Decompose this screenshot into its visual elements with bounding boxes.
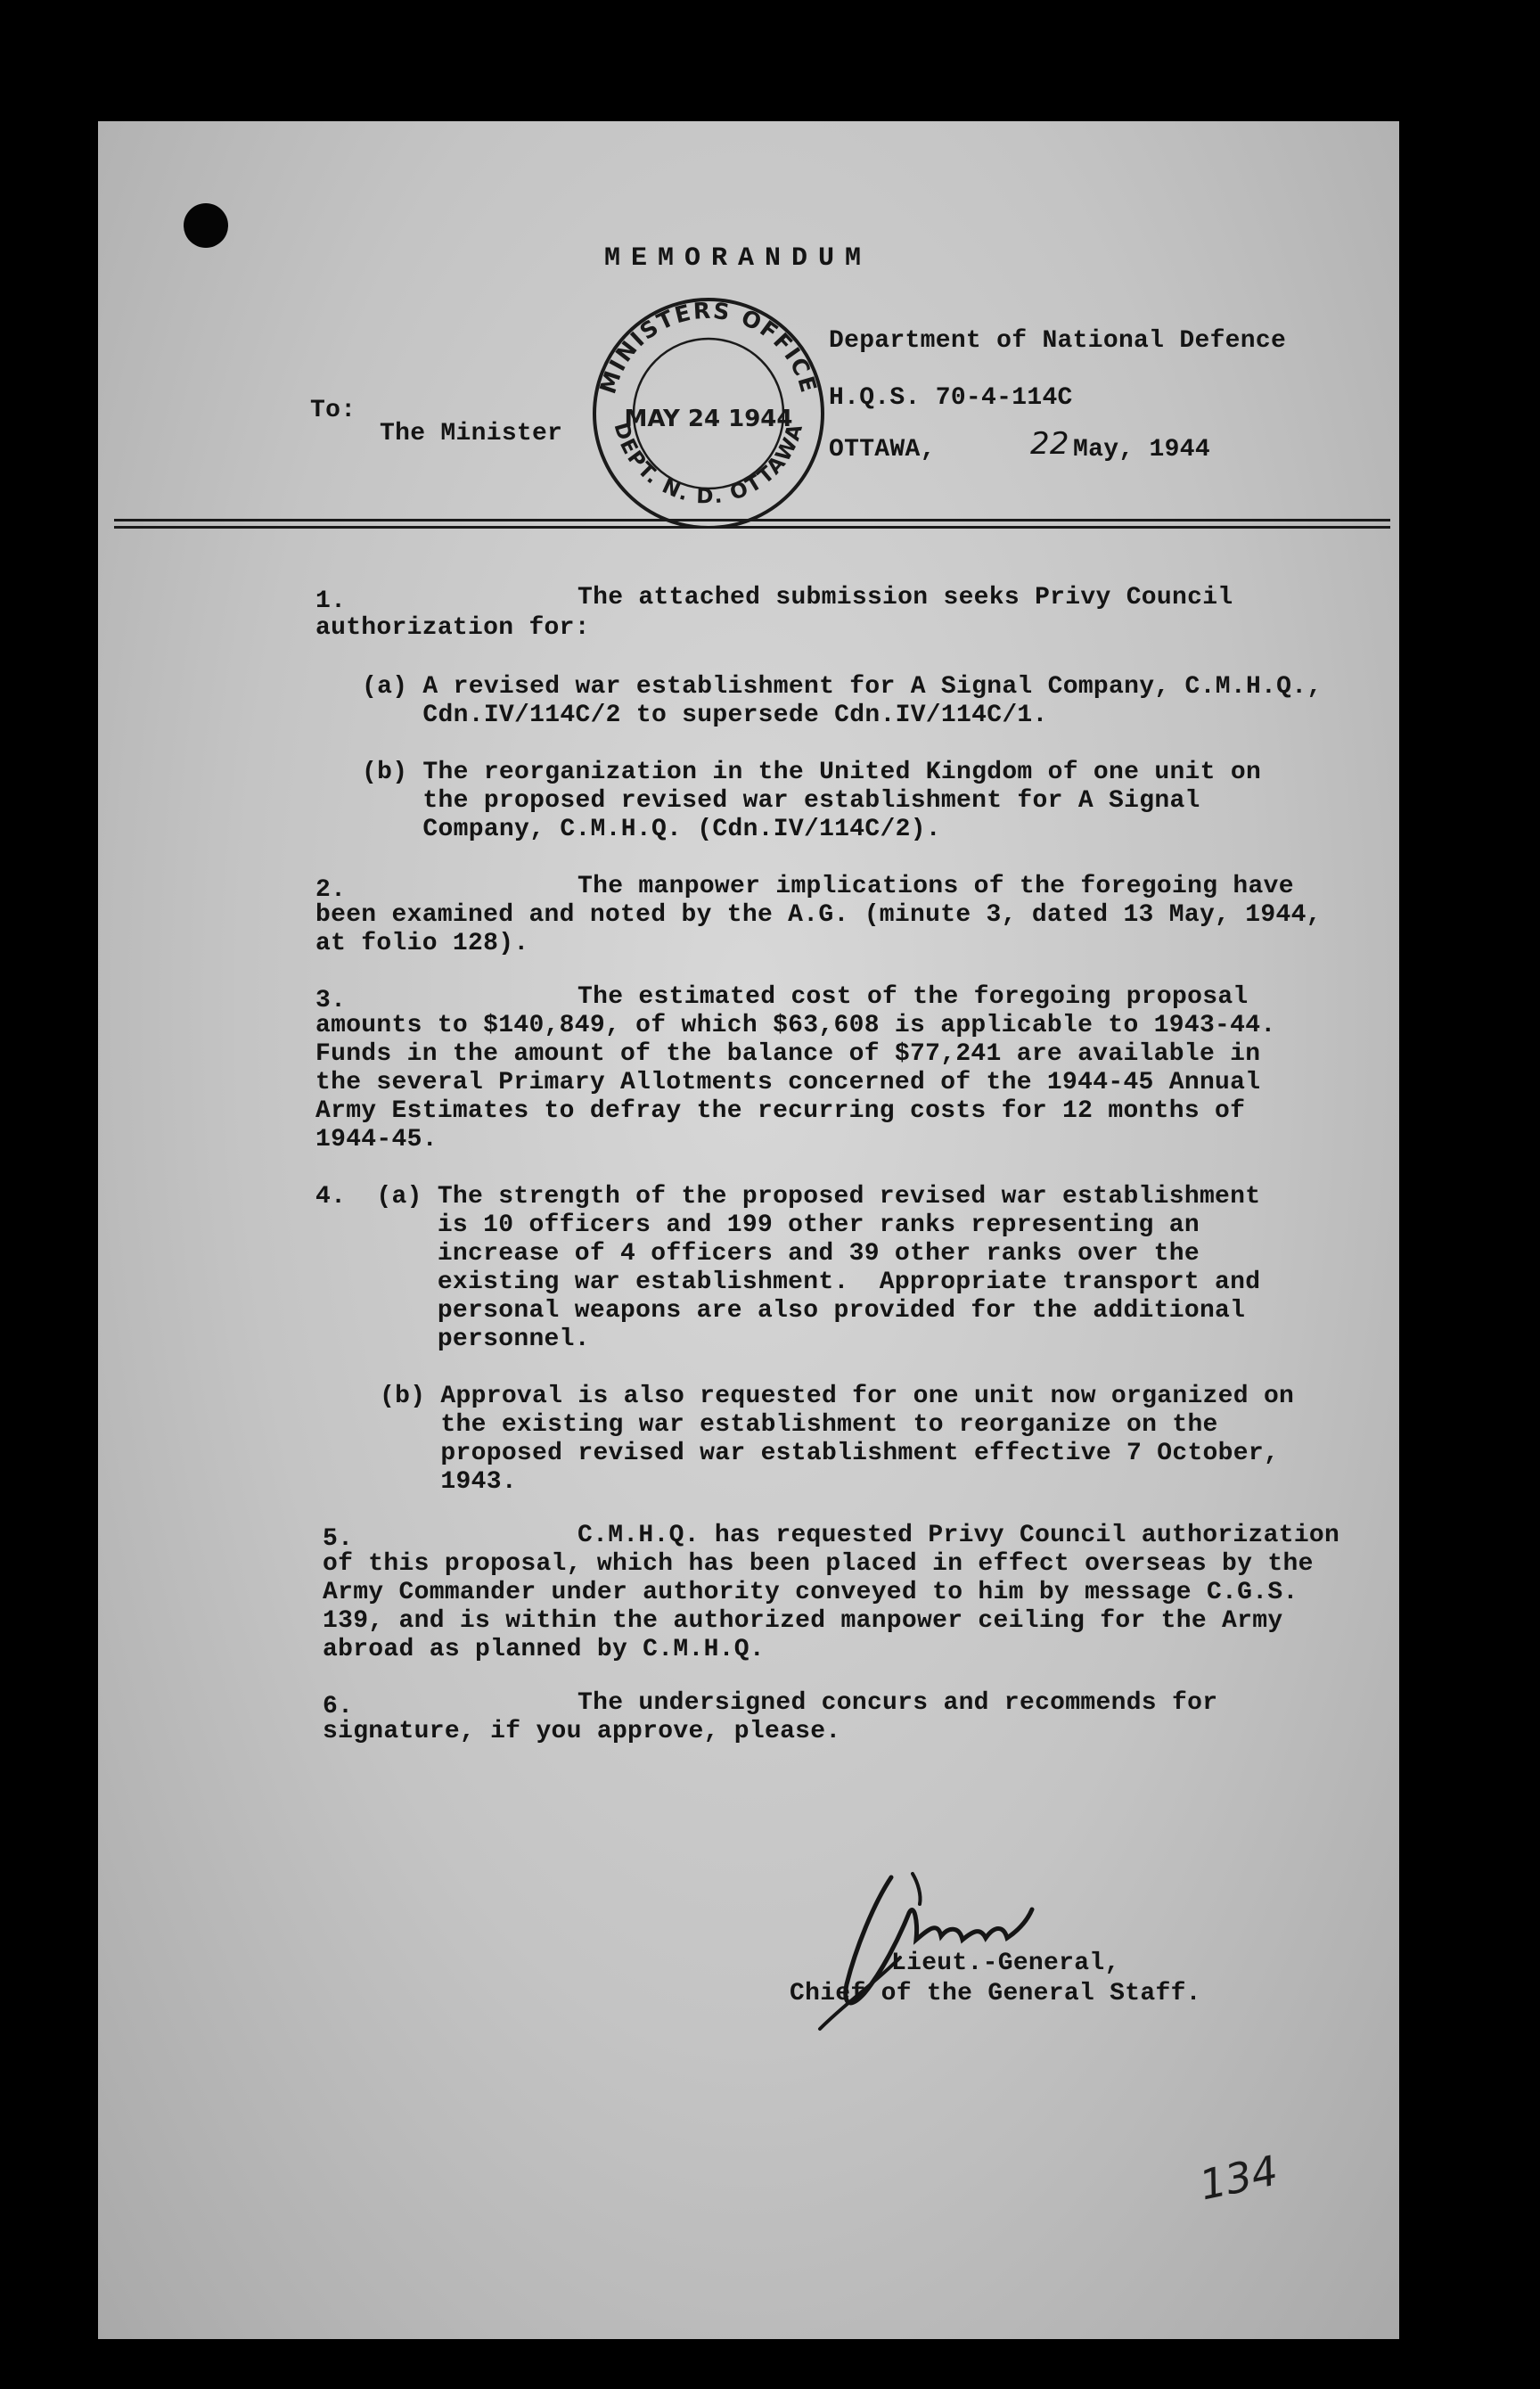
- stamp-date: MAY 24 1944: [624, 406, 793, 432]
- p2-line2: been examined and noted by the A.G. (minute 3, dated 13 May, 1944,: [315, 901, 1322, 929]
- header-rule-bottom: [114, 526, 1390, 529]
- p6-line2: signature, if you approve, please.: [323, 1718, 841, 1745]
- p1-line1: The attached submission seeks Privy Council: [578, 584, 1233, 612]
- signatory-rank: Lieut.-General,: [891, 1950, 1120, 1977]
- memo-heading: MEMORANDUM: [604, 243, 872, 274]
- p3-line5: Army Estimates to defray the recurring costs for 12 months of: [315, 1097, 1246, 1125]
- p4-a-line4: existing war establishment. Appropriate transport and: [315, 1268, 1261, 1296]
- p3-line4: the several Primary Allotments concerned of the 1944-45 Annual: [315, 1069, 1261, 1096]
- ministers-office-stamp: [585, 292, 832, 528]
- p4-a-line6: personnel.: [315, 1326, 590, 1353]
- stamp-top-text: MINISTERS OFFICE: [594, 297, 823, 398]
- p3-line2: amounts to $140,849, of which $63,608 is applicable to 1943-44.: [315, 1012, 1276, 1039]
- memo-date-rest: May, 1944: [1073, 436, 1210, 464]
- stamp-bottom-text: DEPT. N. D. OTTAWA: [609, 420, 808, 509]
- memo-page: [98, 121, 1399, 2339]
- p4-b-line4: 1943.: [380, 1468, 517, 1496]
- header-rule-top: [114, 519, 1390, 521]
- p2-line1: The manpower implications of the foregoing have: [578, 873, 1294, 900]
- file-reference: H.Q.S. 70-4-114C: [829, 384, 1073, 412]
- signature-name: Stuart: [1052, 1912, 1058, 1914]
- p5-line4: 139, and is within the authorized manpower ceiling for the Army: [323, 1607, 1283, 1635]
- p4-b-line3: proposed revised war establishment effective 7 October,: [380, 1440, 1280, 1467]
- p1-b-line1: (b) The reorganization in the United Kingdom of one unit on: [362, 759, 1262, 786]
- to-label: To:: [310, 397, 356, 424]
- p5-line5: abroad as planned by C.M.H.Q.: [323, 1636, 765, 1663]
- p3-line3: Funds in the amount of the balance of $77,241 are available in: [315, 1040, 1261, 1068]
- handwritten-signature: [784, 1851, 1194, 2038]
- signatory-title: Chief of the General Staff.: [790, 1980, 1201, 2007]
- p4-b-line2: the existing war establishment to reorganize on the: [380, 1411, 1218, 1439]
- p5-number: 5.: [323, 1525, 354, 1553]
- memo-date-city: OTTAWA,: [829, 436, 936, 464]
- p3-number: 3.: [315, 987, 347, 1014]
- p3-line6: 1944-45.: [315, 1126, 438, 1153]
- memo-date-day: 22: [1030, 426, 1069, 462]
- p6-line1: The undersigned concurs and recommends for: [578, 1689, 1218, 1717]
- p1-a-line2: Cdn.IV/114C/2 to supersede Cdn.IV/114C/1.: [362, 702, 1048, 729]
- p6-number: 6.: [323, 1693, 354, 1720]
- p5-line2: of this proposal, which has been placed in effect overseas by the: [323, 1550, 1314, 1578]
- p2-line3: at folio 128).: [315, 930, 529, 957]
- svg-text:DEPT. N. D. OTTAWA: [609, 420, 807, 509]
- p2-number: 2.: [315, 876, 347, 904]
- svg-text:MINISTERS OFFICE: [594, 298, 822, 398]
- p1-a-line1: (a) A revised war establishment for A Signal Company, C.M.H.Q.,: [362, 673, 1323, 701]
- p3-line1: The estimated cost of the foregoing proposal: [578, 983, 1249, 1011]
- p5-line3: Army Commander under authority conveyed to him by message C.G.S.: [323, 1579, 1298, 1606]
- p1-b-line3: Company, C.M.H.Q. (Cdn.IV/114C/2).: [362, 816, 941, 843]
- p4-b-line1: (b) Approval is also requested for one unit now organized on: [380, 1383, 1295, 1410]
- folio-number: 134: [1195, 2146, 1282, 2210]
- p1-line2: authorization for:: [315, 614, 590, 642]
- p5-line1: C.M.H.Q. has requested Privy Council authorization: [578, 1522, 1340, 1549]
- p4-a-line3: increase of 4 officers and 39 other ranks over the: [315, 1240, 1200, 1268]
- p4-a-line1: 4. (a) The strength of the proposed revised war establishment: [315, 1183, 1261, 1211]
- recipient: The Minister: [380, 420, 563, 447]
- p4-a-line5: personal weapons are also provided for the additional: [315, 1297, 1246, 1325]
- p4-a-line2: is 10 officers and 199 other ranks representing an: [315, 1211, 1200, 1239]
- p1-b-line2: the proposed revised war establishment for A Signal: [362, 787, 1200, 815]
- p1-number: 1.: [315, 587, 347, 615]
- punch-hole: [184, 203, 228, 248]
- department-name: Department of National Defence: [829, 327, 1287, 355]
